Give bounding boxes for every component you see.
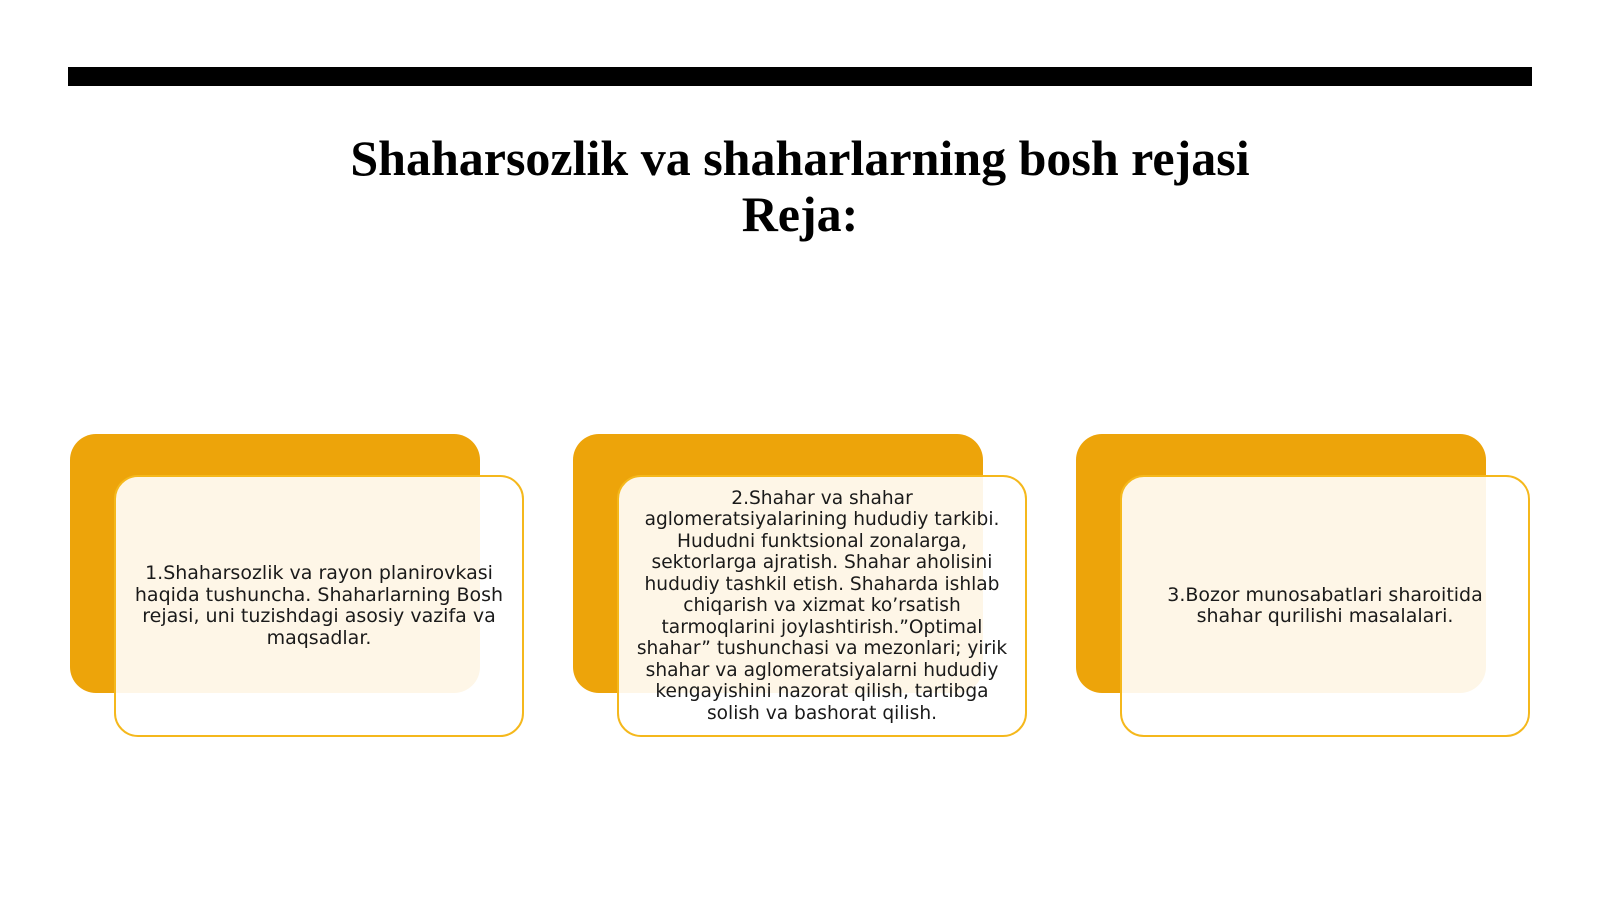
slide-title bbox=[0, 130, 1600, 242]
title-line-2: Reja: bbox=[741, 186, 859, 242]
title-line-1: Shaharsozlik va shaharlarning bosh rejasi bbox=[350, 130, 1250, 186]
card-1-text: 1.Shaharsozlik va rayon planirovkasi haqida tushuncha. Shaharlarning Bosh rejasi, uni tuzishdagi asosiy vazifa va maqsadlar. bbox=[134, 562, 504, 649]
top-divider-bar bbox=[68, 67, 1532, 86]
card-2 bbox=[617, 475, 1027, 737]
card-1 bbox=[114, 475, 524, 737]
card-3-text: 3.Bozor munosabatlari sharoitida shahar qurilishi masalalari. bbox=[1167, 583, 1483, 627]
card-2-text: 2.Shahar va shahar aglomeratsiyalarining hududiy tarkibi. Hududni funktsional zonalarga, sektorlarga ajratish. Shahar aholisini hududiy tashkil etish. Shaharda ishlab chiqarish va xizmat ko’rsatish tarmoqlarini joylashtirish.”Optimal shahar” tushunchasi va mezonlari; yirik shahar va aglomeratsiyalarni hududiy kengayishini nazorat qilish, tartibga solish va bashorat qilish. bbox=[636, 487, 1008, 724]
card-3 bbox=[1120, 475, 1530, 737]
